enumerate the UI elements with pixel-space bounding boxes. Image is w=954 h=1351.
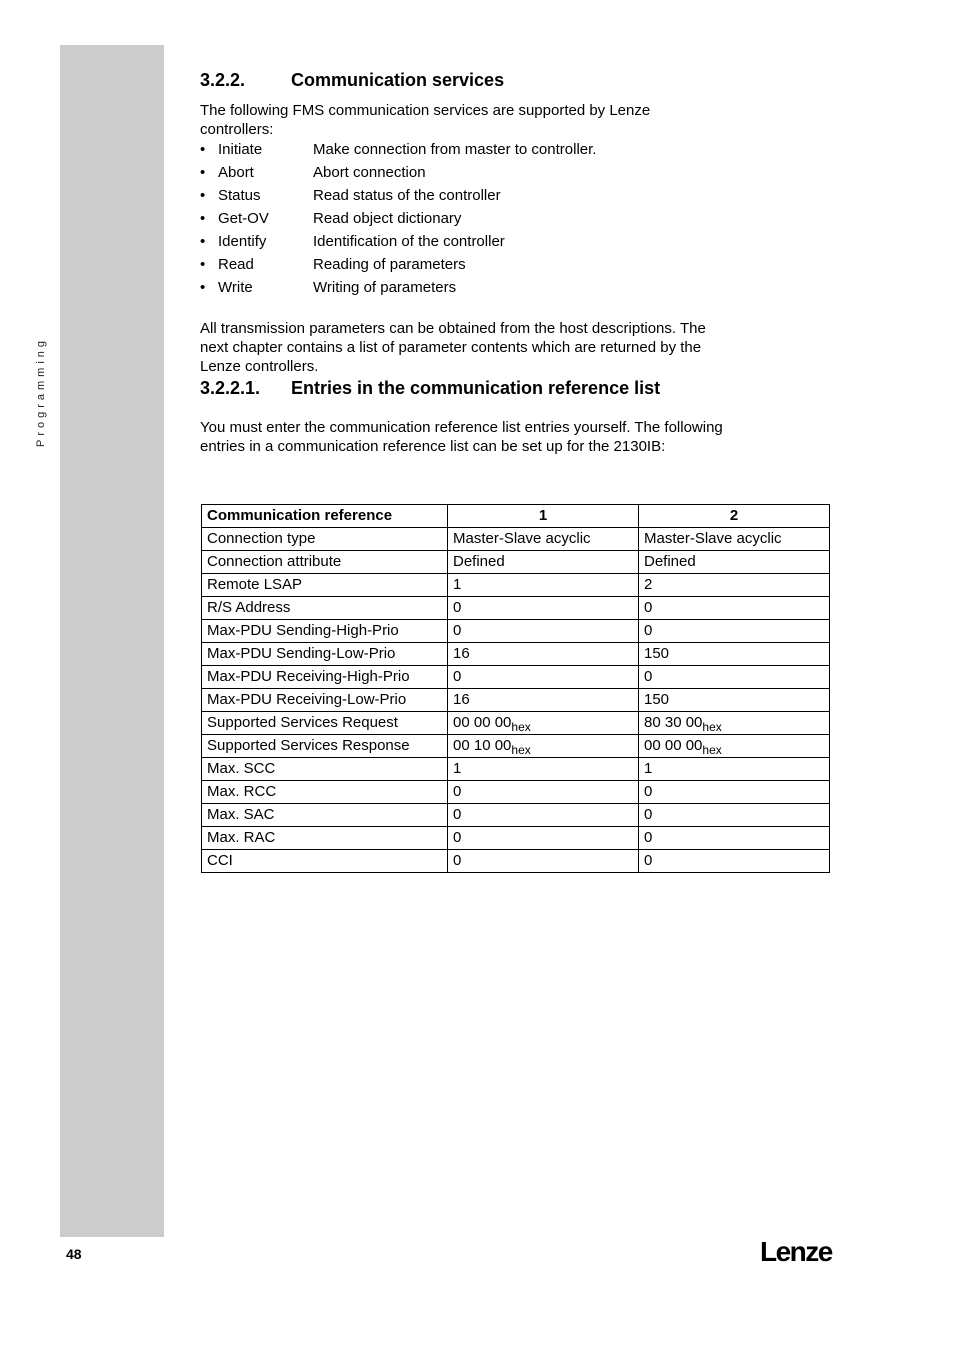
- table-row: [202, 689, 830, 712]
- table-row: [202, 712, 830, 735]
- table-row: [202, 620, 830, 643]
- section-title: Communication services: [291, 70, 505, 90]
- table-cell: Master-Slave acyclic: [448, 528, 639, 551]
- table-cell: Max-PDU Sending-High-Prio: [202, 620, 448, 643]
- table-header-row: [202, 505, 830, 528]
- bullet-icon: •: [200, 256, 206, 273]
- list-item: [200, 140, 840, 163]
- header-cell: 2: [639, 505, 830, 528]
- side-label-text: Programming: [35, 336, 47, 448]
- table-cell: [639, 712, 830, 735]
- main-content: [200, 68, 840, 456]
- service-name: Identify: [218, 233, 267, 250]
- list-item: [200, 163, 840, 186]
- table-cell: 0: [639, 850, 830, 873]
- table-cell: Max-PDU Sending-Low-Prio: [202, 643, 448, 666]
- header-cell: 1: [448, 505, 639, 528]
- table-row: [202, 574, 830, 597]
- table-cell: Remote LSAP: [202, 574, 448, 597]
- service-name: Write: [218, 279, 253, 296]
- hex-suffix: hex: [511, 720, 531, 734]
- bullet-icon: •: [200, 279, 206, 296]
- table-cell: [639, 735, 830, 758]
- table-cell: Master-Slave acyclic: [639, 528, 830, 551]
- sidebar-band: [60, 45, 164, 1237]
- table-cell: Max. SAC: [202, 804, 448, 827]
- table-cell: 0: [448, 781, 639, 804]
- bullet-icon: •: [200, 164, 206, 181]
- table-cell: 16: [448, 689, 639, 712]
- table-row: [202, 850, 830, 873]
- table-cell: 0: [639, 827, 830, 850]
- table-cell: 16: [448, 643, 639, 666]
- table-cell: 0: [639, 597, 830, 620]
- table-cell: Max. RAC: [202, 827, 448, 850]
- service-name: Abort: [218, 164, 254, 181]
- table-cell: 0: [448, 620, 639, 643]
- list-item: [200, 186, 840, 209]
- table-row: [202, 735, 830, 758]
- list-item: [200, 278, 840, 301]
- hex-suffix: hex: [702, 743, 722, 757]
- table-row: [202, 781, 830, 804]
- page-number: 48: [66, 1246, 82, 1262]
- table-cell: R/S Address: [202, 597, 448, 620]
- table-row: [202, 597, 830, 620]
- communication-reference-table: [201, 504, 830, 873]
- table-cell: 0: [448, 827, 639, 850]
- subsection-heading: [200, 376, 840, 400]
- table-cell: Defined: [639, 551, 830, 574]
- service-desc: Reading of parameters: [313, 256, 466, 273]
- table-cell: 0: [639, 666, 830, 689]
- table-cell: [448, 735, 639, 758]
- bullet-icon: •: [200, 210, 206, 227]
- table-row: [202, 666, 830, 689]
- list-item: [200, 255, 840, 278]
- list-item: [200, 209, 840, 232]
- table-cell: Supported Services Response: [202, 735, 448, 758]
- service-desc: Read status of the controller: [313, 187, 501, 204]
- table-row: [202, 551, 830, 574]
- list-item: [200, 232, 840, 255]
- table-cell: Max. SCC: [202, 758, 448, 781]
- section-number: 3.2.2.: [200, 70, 246, 90]
- table-cell: 1: [448, 758, 639, 781]
- services-list: [200, 140, 840, 301]
- header-cell: Communication reference: [202, 505, 448, 528]
- hex-value: 00 10 00: [453, 737, 512, 754]
- table-cell: 2: [639, 574, 830, 597]
- table-row: [202, 528, 830, 551]
- table-cell: Connection type: [202, 528, 448, 551]
- table-cell: 150: [639, 689, 830, 712]
- subsection-number: 3.2.2.1.: [200, 378, 261, 398]
- service-name: Read: [218, 256, 254, 273]
- service-name: Get-OV: [218, 210, 269, 227]
- hex-value: 00 00 00: [453, 714, 512, 731]
- table-cell: 0: [639, 620, 830, 643]
- service-desc: Identification of the controller: [313, 233, 505, 250]
- table-cell: 0: [448, 597, 639, 620]
- side-label: [33, 337, 49, 447]
- table-row: [202, 643, 830, 666]
- intro-paragraph: The following FMS communication services are supported by Lenze controllers:: [200, 102, 651, 138]
- hex-suffix: hex: [702, 720, 722, 734]
- table-row: [202, 827, 830, 850]
- lenze-logo: Lenze: [760, 1236, 832, 1267]
- table-cell: Max-PDU Receiving-High-Prio: [202, 666, 448, 689]
- service-desc: Writing of parameters: [313, 279, 457, 296]
- table-cell: Defined: [448, 551, 639, 574]
- hex-value: 00 00 00: [644, 737, 703, 754]
- service-name: Status: [218, 187, 261, 204]
- table-cell: CCI: [202, 850, 448, 873]
- table-cell: 1: [448, 574, 639, 597]
- table-row: [202, 804, 830, 827]
- bullet-icon: •: [200, 233, 206, 250]
- table-cell: Supported Services Request: [202, 712, 448, 735]
- parameters-paragraph: All transmission parameters can be obtained from the host descriptions. The next chapter contains a list of parameter contents which are returned by the Lenze controllers.: [200, 320, 706, 375]
- table-cell: 0: [448, 666, 639, 689]
- table-cell: 0: [639, 804, 830, 827]
- table-cell: Max-PDU Receiving-Low-Prio: [202, 689, 448, 712]
- section-heading: [200, 68, 840, 92]
- service-desc: Make connection from master to controller.: [313, 141, 597, 158]
- service-desc: Read object dictionary: [313, 210, 462, 227]
- table-cell: Max. RCC: [202, 781, 448, 804]
- table-row: [202, 758, 830, 781]
- service-desc: Abort connection: [313, 164, 426, 181]
- entries-paragraph: You must enter the communication reference list entries yourself. The following entries in a communication reference list can be set up for the 2130IB:: [200, 419, 723, 455]
- bullet-icon: •: [200, 187, 206, 204]
- service-name: Initiate: [218, 141, 263, 158]
- hex-value: 80 30 00: [644, 714, 703, 731]
- table-cell: 1: [639, 758, 830, 781]
- table-cell: 150: [639, 643, 830, 666]
- table-cell: 0: [639, 781, 830, 804]
- table-cell: 0: [448, 804, 639, 827]
- table-cell: [448, 712, 639, 735]
- hex-suffix: hex: [511, 743, 531, 757]
- table-cell: Connection attribute: [202, 551, 448, 574]
- table-cell: 0: [448, 850, 639, 873]
- subsection-title: Entries in the communication reference list: [291, 378, 661, 398]
- bullet-icon: •: [200, 141, 206, 158]
